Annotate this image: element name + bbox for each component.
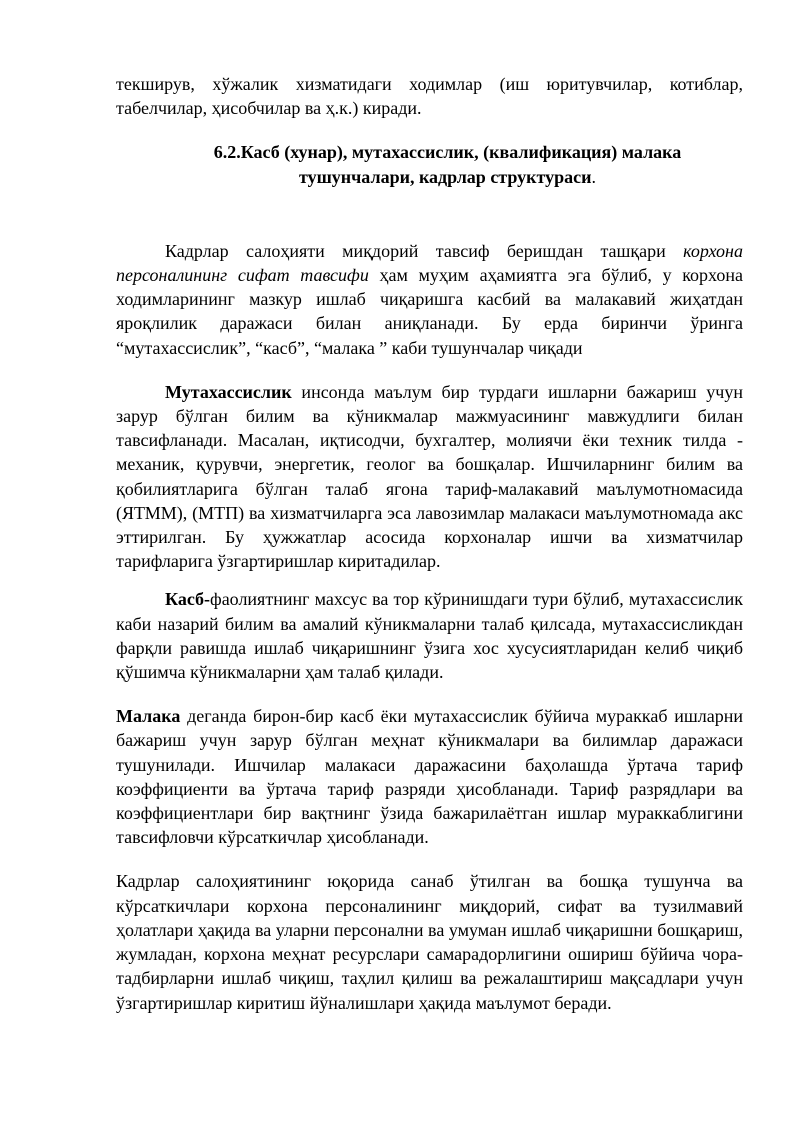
paragraph-cadre-potential — [116, 239, 743, 360]
term-qualification: Малака — [116, 706, 181, 727]
para1-text-a: Кадрлар салоҳияти миқдорий тавсиф беришдан ташқари — [165, 240, 684, 261]
para1-text-b: ҳам муҳим аҳамиятга эга бўлиб, у корхона ходимларининг мазкур ишлаб чиқаришга касбий ва малакавий жиҳатдан яроқлилик даражаси билан аниқланади. Бу ерда биринчи ўринга “мутахассислик”, “касб”, “малака ” каби тушунчалар чиқади — [116, 265, 743, 358]
section-heading — [116, 140, 743, 188]
term-profession: Касб- — [165, 589, 211, 610]
para1-italic-term: корхона персоналининг сифат тавсифи — [116, 240, 743, 286]
intro-paragraph: текширув, хўжалик хизматидаги ходимлар (иш юритувчилар, котиблар, табелчилар, ҳисобчилар ва ҳ.к.) киради. — [116, 74, 743, 119]
heading-line-1: 6.2.Касб (хунар), мутахассислик, (квалификация) малака — [213, 142, 682, 163]
paragraph-profession — [116, 587, 743, 684]
heading-period: . — [591, 166, 596, 187]
para2-text: инсонда маълум бир турдаги ишларни бажариш учун зарур бўлган билим ва кўникмалар мажмуасининг мавжудлиги билан тавсифланади. Масалан, иқтисодчи, бухгалтер, молиячи ёки техник тилда - механик, қурувчи, энергетик, геолог ва бошқалар. Ишчиларнинг билим ва қобилиятларига бўлган талаб ягона тариф-малакавий маълумотномасида (ЯТММ), (МТП) ва хизматчиларга эса лавозимлар малакаси маълумотномада акс эттирилган. Бу ҳужжатлар асосида корхоналар ишчи ва хизматчилар тарифларига ўзгартиришлар киритадилар. — [116, 381, 743, 572]
paragraph-specialty — [116, 380, 743, 574]
para4-text: деганда бирон-бир касб ёки мутахассислик бўйича мураккаб ишларни бажариш учун зарур бўлган меҳнат кўникмалари ва билимлар даражаси тушунилади. Ишчилар малакаси даражасини баҳолашда ўртача тариф коэффициенти ва ўртача тариф разряди ҳисобланади. Тариф разрядлари ва коэффициентлари бир вақтнинг ўзида бажарилаётган ишлар мураккаблигини тавсифловчи кўрсаткичлар ҳисобланади. — [116, 706, 743, 848]
term-specialty: Мутахассислик — [165, 381, 292, 402]
para3-text: фаолиятнинг махсус ва тор кўринишдаги тури бўлиб, мутахассислик каби назарий билим ва амалий кўникмаларни талаб қилсада, мутахассисликдан фарқли равишда ишлаб чиқаришнинг ўзига хос хусусиятларидан келиб чиқиб қўшимча кўникмаларни ҳам талаб қилади. — [116, 589, 743, 683]
paragraph-summary: Кадрлар салоҳиятининг юқорида санаб ўтилган ва бошқа тушунча ва кўрсаткичлари корхона персоналининг миқдорий, сифат ва тузилмавий ҳолатлари ҳақида ва уларни персонални ва умуман ишлаб чиқаришни бошқариш, жумладан, корхона меҳнат ресурслари самарадорлигини ошириш бўйича чора-тадбирларни ишлаб чиқиш, таҳлил қилиш ва режалаштириш мақсадлари учун ўзгартиришлар киритиш йўналишлари ҳақида маълумот беради. — [116, 871, 743, 1013]
heading-line-2-text: тушунчалари, кадрлар структураси — [298, 166, 592, 187]
paragraph-qualification — [116, 704, 743, 849]
heading-line-2 — [152, 165, 743, 189]
